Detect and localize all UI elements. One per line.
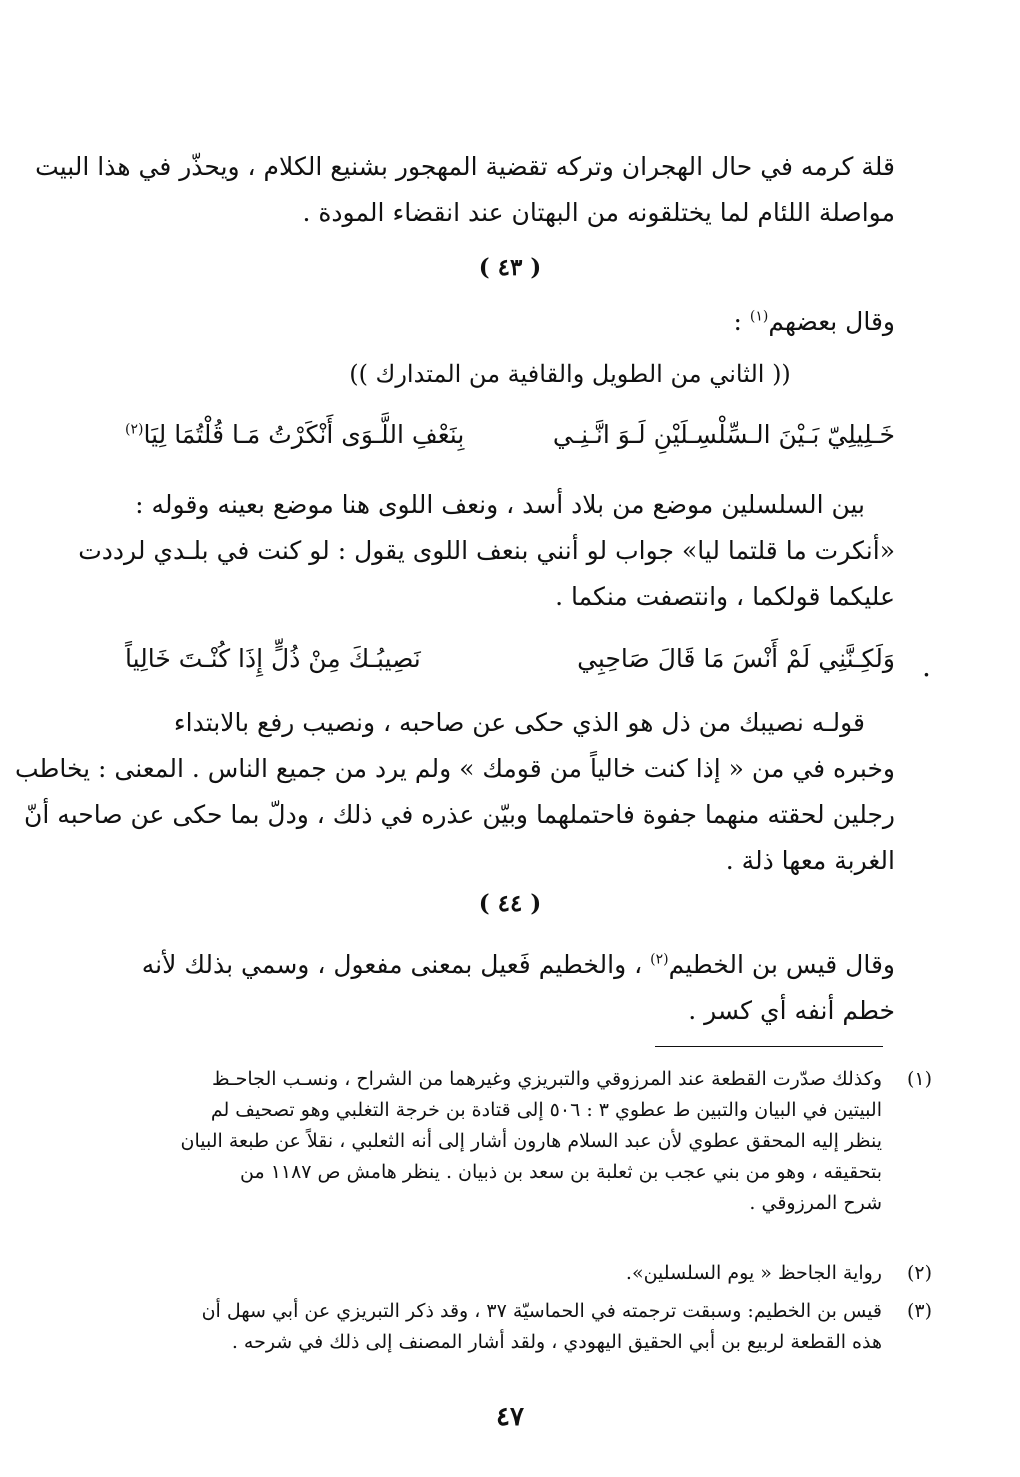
footnote-line: قيس بن الخطيم: وسبقت ترجمته في الحماسيّة ٣٧ ، وقد ذكر التبريزي عن أبي سهل أن [201,1300,882,1322]
paragraph-opening [35,144,895,236]
page-number: ٤٧ [496,1402,524,1432]
footnote-2 [182,1258,932,1289]
text-line: مواصلة اللئام لما يختلقونه من البهتان عند انقضاء المودة . [302,198,895,227]
paragraph-commentary-1 [78,482,895,620]
footnote-separator [655,1046,883,1047]
footnote-line: شرح المرزوقي . [749,1192,882,1214]
poem-intro-43 [734,302,895,342]
paragraph-commentary-2 [14,700,895,884]
footnote-number: (٣) [906,1300,932,1322]
intro-text-continued: ، والخطيم فَعيل بمعنى مفعول ، وسمي بذلك لأنه [141,950,651,979]
paragraph-poem-intro-44 [125,942,895,1034]
text-line: قلة كرمه في حال الهجران وتركه تقضية المهجور بشنيع الكلام ، ويحذّر في هذا البيت [35,152,895,181]
text-line: قولـه نصيبك من ذل هو الذي حكى عن صاحبه ، ونصيب رفع بالابتداء [173,708,865,737]
verse-marker: . [922,650,931,683]
footnote-line: وكذلك صدّرت القطعة عند المرزوقي والتبريزي وغيرهما من الشراح ، ونسـب الجاحـظ [212,1068,882,1090]
verse-2 [125,636,895,682]
section-number-43: ( ٤٣ ) [478,254,542,281]
text-line [125,942,895,988]
footnote-ref: (٢) [125,421,144,438]
footnote-number: (٢) [906,1262,932,1284]
footnote-number: (١) [906,1068,932,1090]
text-line: «أنكرت ما قلتما ليا» جواب لو أنني بنعف اللوى يقول : لو كنت في بلـدي لرددت [78,536,895,565]
text-line: خطم أنفه أي كسر . [688,996,895,1025]
footnote-line: البيتين في البيان والتبين ط عطوي ٣ : ٥٠٦ إلى قتادة بن خرجة التغلبي وهو تصحيف لم [210,1099,882,1121]
footnote-line: هذه القطعة لربيع بن أبي الحقيق اليهودي ، ولقد أشار المصنف إلى ذلك في شرحه . [231,1331,882,1353]
verse-1-second-hemistich [125,412,464,458]
intro-text: وقال بعضهم [768,307,895,336]
verse-2-second-hemistich: نَصِيبُـكَ مِنْ ذُلٍّ إِذَا كُنْـتَ خَالِياً [125,644,421,673]
footnote-ref: (١) [749,308,769,325]
verse-2-first-hemistich: وَلَكِـنَّنِي لَمْ أَنْسَ مَا قَالَ صَاحِبِي [577,644,895,673]
footnote-3 [182,1296,932,1358]
section-number-44: ( ٤٤ ) [478,890,542,917]
intro-colon: : [733,307,750,336]
footnote-1 [180,1064,932,1219]
text-line: عليكما قولكما ، وانتصفت منكما . [555,582,895,611]
verse-1-second-text: بِنَعْفِ اللَّـوَى أَنْكَرْتُ مَـا قُلْتُمَا لِيَا [143,420,465,449]
verse-1-first-hemistich: خَـلِيلِيّ بَـيْنَ الـسِّلْسِـلَيْنِ لَـوَ انَّـنِـي [552,420,895,449]
intro-text: وقال قيس بن الخطيم [668,950,895,979]
text-line: بين السلسلين موضع من بلاد أسد ، ونعف اللوى هنا موضع بعينه وقوله : [135,490,865,519]
footnote-ref: (٢) [650,951,669,968]
footnote-line: رواية الجاحظ « يوم السلسلين». [625,1262,882,1284]
meter-caption: (( الثاني من الطويل والقافية من المتدارك )) [349,360,791,388]
text-line: الغربة معها ذلة . [725,846,895,875]
footnote-line: ينظر إليه المحقق عطوي لأن عبد السلام هارون أشار إلى أنه الثعلبي ، نقلاً عن طبعة البيان [180,1130,882,1152]
text-line: وخبره في من « إذا كنت خالياً من قومك » ولم يرد من جميع الناس . المعنى : يخاطب [14,754,895,783]
text-line: رجلين لحقته منهما جفوة فاحتملهما وبيّن عذره في ذلك ، ودلّ بما حكى عن صاحبه أنّ [24,800,895,829]
verse-1 [125,412,895,458]
footnote-line: بتحقيقه ، وهو من بني عجب بن ثعلبة بن سعد بن ذبيان . ينظر هامش ص ١١٨٧ من [240,1161,882,1183]
